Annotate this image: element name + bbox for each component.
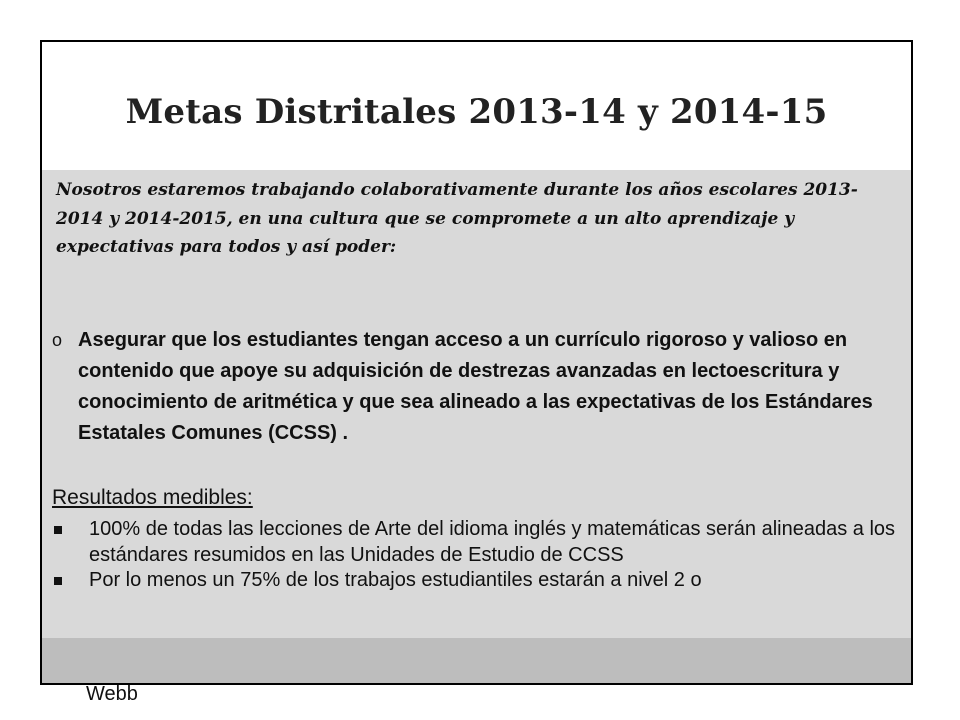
result-text: Por lo menos un 75% de los trabajos estudiantiles estarán a nivel 2 o: [89, 569, 702, 591]
footer-band: [42, 638, 911, 683]
results-list: [52, 517, 914, 594]
square-bullet-icon: [54, 577, 62, 585]
intro-paragraph: Nosotros estaremos trabajando colaborativamente durante los años escolares 2013-2014 y 2014-2015, en una cultura que se compromete a un alto aprendizaje y expectativas para todos y así poder:: [56, 180, 858, 257]
goal-text: Asegurar que los estudiantes tengan acceso a un currículo rigoroso y valioso en contenido que apoye su adquisición de destrezas avanzadas en lectoescritura y conocimiento de aritmética y que sea alineado a las expectativas de los Estándares Estatales Comunes (CCSS) .: [78, 329, 873, 444]
slide-frame: [40, 40, 913, 685]
slide-title: Metas Distritales 2013-14 y 2014-15: [125, 92, 828, 132]
result-item: [52, 568, 914, 594]
result-item: [52, 517, 914, 568]
overflow-text: Webb: [86, 683, 138, 705]
goal-item: [52, 325, 897, 449]
hollow-bullet-icon: o: [52, 330, 63, 350]
results-heading: Resultados medibles:: [52, 486, 253, 509]
result-text: 100% de todas las lecciones de Arte del idioma inglés y matemáticas serán alineadas a los estándares resumidos en las Unidades de Estudio de CCSS: [89, 518, 896, 566]
square-bullet-icon: [54, 526, 62, 534]
